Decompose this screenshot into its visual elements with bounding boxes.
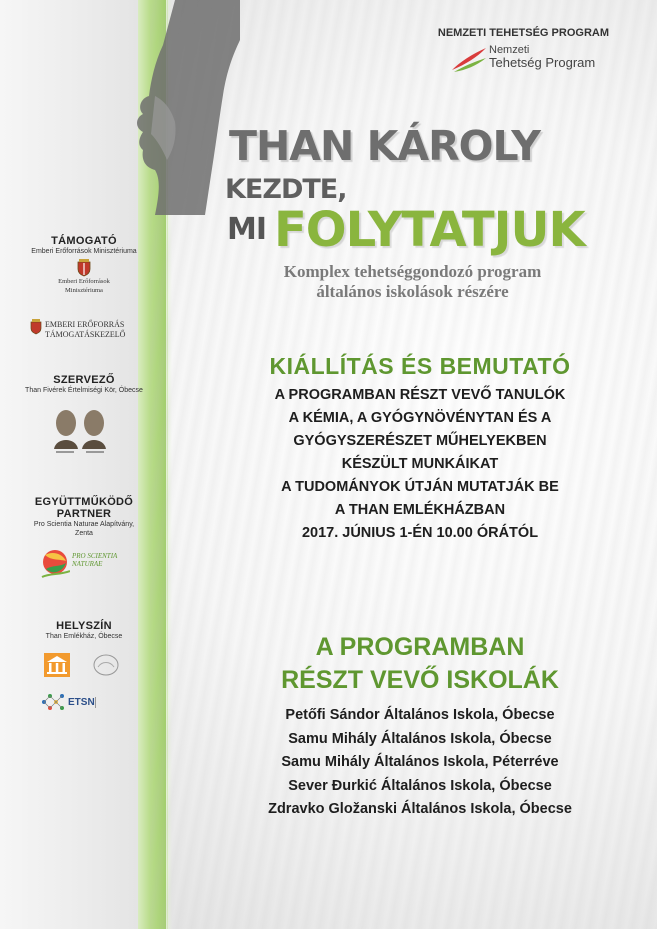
support-manager-line2: TÁMOGATÁSKEZELŐ: [45, 330, 126, 339]
exhibition-line: KÉSZÜLT MUNKÁIKAT: [341, 456, 499, 472]
exhibition-title: KIÁLLÍTÁS ÉS BEMUTATÓ: [269, 353, 571, 379]
subtitle: [240, 262, 585, 302]
etsn-network-icon: [40, 690, 66, 714]
than-brothers-portrait: [50, 405, 112, 455]
supporter-name: Emberi Erőforrások Minisztériuma: [31, 248, 137, 255]
schools-title-line2: RÉSZT VEVŐ ISKOLÁK: [281, 666, 559, 694]
emblem-icon: [92, 653, 120, 677]
schools-list: [200, 704, 640, 822]
pro-scientia-logo-line2: NATURAE: [72, 560, 103, 568]
exhibition-line: A PROGRAMBAN RÉSZT VEVŐ TANULÓK: [274, 387, 566, 403]
school-item: Samu Mihály Általános Iskola, Péterréve: [281, 754, 559, 770]
pro-scientia-logo-text: [72, 552, 117, 568]
partner-name2: Zenta: [75, 530, 93, 537]
title-line3-main: FOLYTATJUK: [274, 202, 585, 258]
ntp-leaf-icon: [450, 44, 488, 74]
subtitle-line2: általános iskolások részére: [316, 282, 509, 301]
exhibition-text: [200, 384, 640, 545]
coat-of-arms-icon: [77, 259, 91, 277]
venue-section: [0, 620, 168, 641]
coat-of-arms-icon: [30, 319, 42, 335]
partner-heading1: EGYÜTTMŰKÖDŐ: [34, 496, 134, 508]
title-line1: THAN KÁROLY: [229, 122, 540, 170]
supporter-logo1-line1: Emberi Erőforrások: [58, 278, 110, 285]
support-manager-line1: EMBERI ERŐFORRÁS: [45, 320, 125, 329]
partner-heading2: PARTNER: [56, 508, 112, 520]
supporter-logo1-line2: Minisztériuma: [65, 287, 103, 294]
than-house-icon: [44, 653, 70, 677]
pro-scientia-logo-line1: PRO SCIENTIA: [72, 552, 118, 560]
supporter-heading: TÁMOGATÓ: [51, 235, 117, 247]
organizer-heading: SZERVEZŐ: [53, 374, 115, 386]
title-line3-prefix: MI: [227, 212, 267, 247]
partner-section: [0, 496, 168, 538]
partner-name1: Pro Scientia Naturae Alapítvány,: [33, 521, 135, 528]
organizer-section: [0, 374, 168, 395]
exhibition-line: GYÓGYSZERÉSZET MŰHELYEKBEN: [293, 433, 547, 449]
exhibition-date: 2017. JÚNIUS 1-ÉN 10.00 ÓRÁTÓL: [301, 525, 539, 541]
supporter-section: [0, 235, 168, 295]
schools-title-line1: A PROGRAMBAN: [315, 633, 525, 661]
logo-text-line2: Tehetség Program: [489, 55, 596, 70]
school-item: Zdravko Gložanski Általános Iskola, Óbecse: [268, 801, 572, 817]
school-item: Petőfi Sándor Általános Iskola, Óbecse: [285, 707, 555, 723]
logo-text-line1: Nemzeti: [489, 44, 530, 56]
title-line2: KEZDTE,: [225, 174, 347, 205]
venue-name: Than Emlékház, Óbecse: [45, 633, 123, 640]
school-item: Samu Mihály Általános Iskola, Óbecse: [288, 730, 552, 747]
subtitle-line1: Komplex tehetséggondozó program: [283, 262, 542, 281]
etsn-label: ETSN: [68, 697, 95, 708]
exhibition-line: A KÉMIA, A GYÓGYNÖVÉNYTAN ÉS A: [288, 410, 552, 426]
support-manager-logo: [45, 320, 125, 340]
exhibition-line: A TUDOMÁNYOK ÚTJÁN MUTATJÁK BE: [281, 479, 559, 495]
pro-scientia-logo-icon: [40, 547, 70, 581]
venue-heading: HELYSZÍN: [56, 620, 112, 632]
school-item: Sever Đurkić Általános Iskola, Óbecse: [288, 777, 552, 794]
exhibition-line: A THAN EMLÉKHÁZBAN: [334, 502, 506, 518]
program-name: NEMZETI TEHETSÉG PROGRAM: [437, 27, 609, 39]
organizer-name: Than Fivérek Értelmiségi Kör, Óbecse: [25, 387, 143, 394]
etsn-divider: [95, 697, 118, 708]
